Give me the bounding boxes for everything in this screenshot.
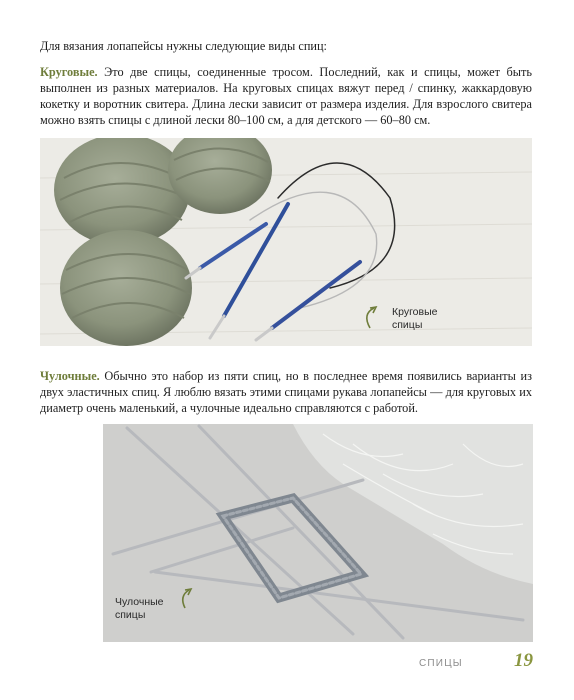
caption-circular-needles: Круговые спицы bbox=[392, 306, 438, 331]
caption-dpn-needles: Чулочные спицы bbox=[115, 596, 164, 621]
page-number: 19 bbox=[514, 650, 533, 671]
photo-circular-needles bbox=[40, 138, 532, 346]
yarn-ball-top-left bbox=[54, 138, 190, 246]
paragraph-circular-body: Это две спицы, соединенные тросом. Последний, как и спицы, может быть выполнен из разных материалов. На круговых спицах вяжут перед / спинку, жаккардовую кокетку и воротник свитера. Длина лески зависит от размера изделия. Для взрослого свитера можно взять спицы с длиной лески 80–100 см, а для детского — 60–80 см. bbox=[40, 65, 532, 127]
paragraph-dpn-body: Обычно это набор из пяти спиц, но в последнее время появились варианты из двух эластичных спиц. Я люблю вязать этими спицами рукава лопапейсы — для круговых их диаметр очень маленький, а чулочные идеально справляются с работой. bbox=[40, 369, 532, 415]
photo-double-pointed-needles bbox=[103, 424, 533, 642]
paragraph-circular-needles bbox=[40, 64, 532, 128]
running-footer-label: СПИЦЫ bbox=[419, 658, 463, 669]
term-circular: Круговые. bbox=[40, 65, 98, 79]
paragraph-dpn-needles bbox=[40, 368, 532, 416]
yarn-ball-bottom bbox=[60, 230, 192, 346]
term-dpn: Чулочные. bbox=[40, 369, 100, 383]
intro-text: Для вязания лопапейсы нужны следующие виды спиц: bbox=[40, 39, 327, 53]
